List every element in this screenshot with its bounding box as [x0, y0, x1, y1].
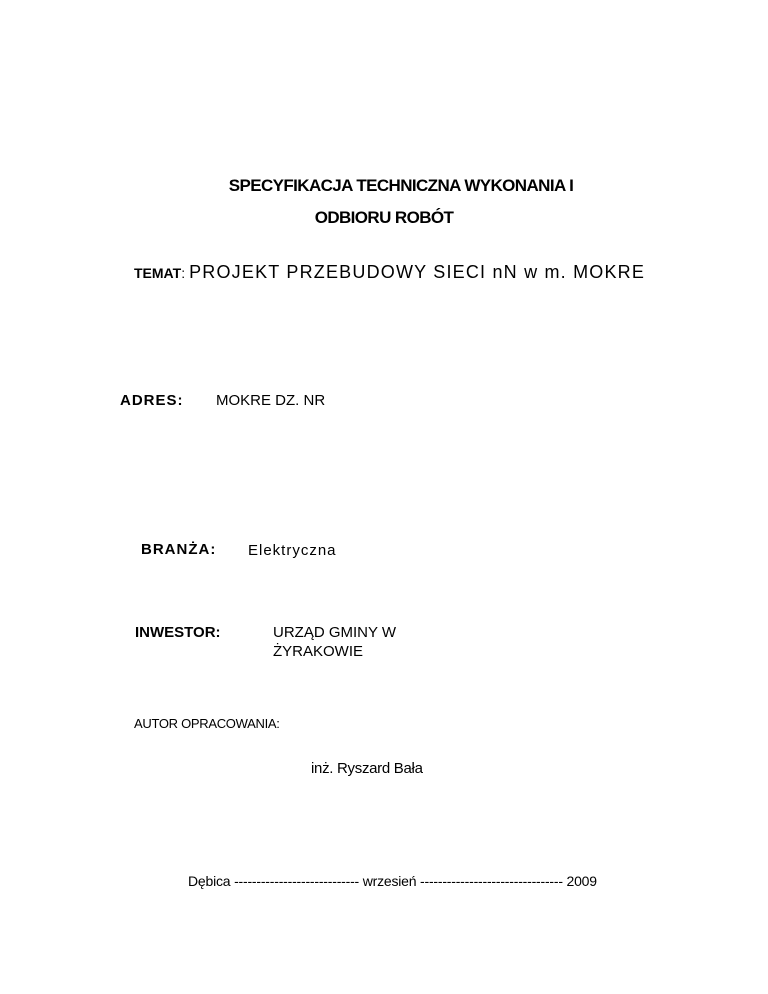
branch-value: Elektryczna	[248, 542, 337, 559]
topic-label: TEMAT	[134, 265, 182, 281]
address-value: MOKRE DZ. NR	[216, 392, 326, 409]
address-label: ADRES:	[120, 392, 184, 409]
branch-label: BRANŻA:	[141, 541, 217, 558]
document-title-line-2: ODBIORU ROBÓT	[314, 208, 454, 227]
topic-value: PROJEKT PRZEBUDOWY SIECI nN w m. MOKRE	[189, 262, 646, 282]
investor-label: INWESTOR:	[135, 624, 221, 641]
topic-row	[134, 262, 645, 283]
author-name: inż. Ryszard Bała	[311, 760, 423, 777]
investor-value-line-2: ŻYRAKOWIE	[273, 643, 364, 660]
author-label: AUTOR OPRACOWANIA:	[134, 716, 280, 731]
topic-colon: :	[181, 265, 186, 281]
investor-value-line-1: URZĄD GMINY W	[273, 624, 397, 641]
footer-place-date: Dębica ---------------------------- wrzesień -------------------------------- 2009	[188, 873, 597, 889]
document-title-line-1: SPECYFIKACJA TECHNICZNA WYKONANIA I	[228, 176, 574, 195]
